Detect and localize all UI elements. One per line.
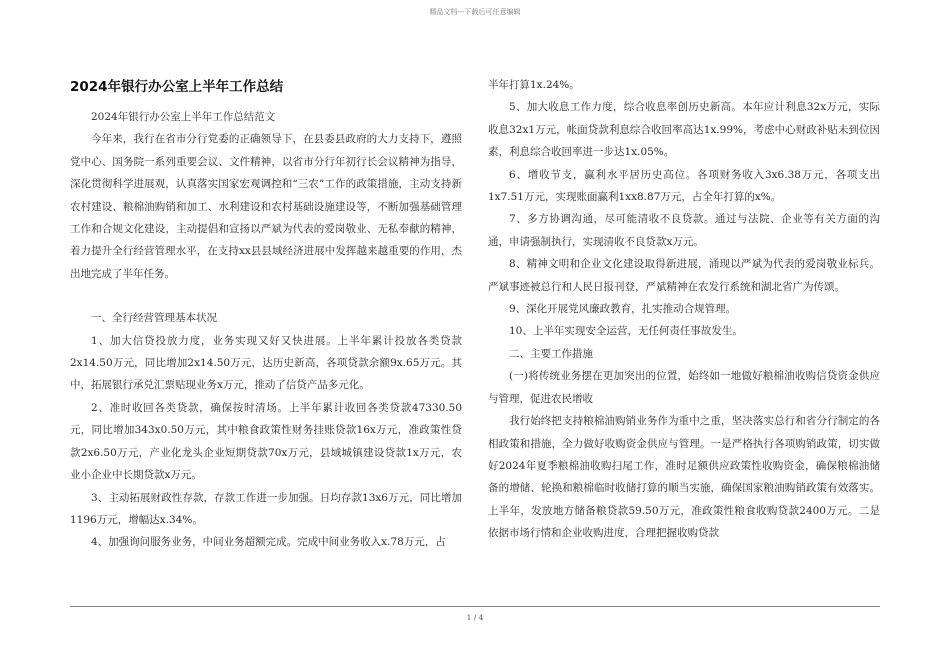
item-2: 2、准时收回各类贷款，确保按时清场。上半年累计收回各类贷款47330.50元，同比增加343x0.50万元，其中粮食政策性财务挂账贷款16x万元，准政策性贷款2x6.50万元，产业化龙头企业短期贷款70x万元，县域城镇建设贷款1x万元，农业小企业中长期贷款x万元。 xyxy=(70,401,462,482)
item-1: 1、加大信贷投放力度，业务实现又好又快进展。上半年累计投放各类贷款2x14.50万元，同比增加2x14.50万元，达历史新高，各项贷款余额9x.65万元。其中，拓展银行承兑汇票贴现业务x万元，推动了信贷产品多元化。 xyxy=(70,334,462,392)
item-7: 7、多方协调沟通，尽可能清收不良贷款。通过与法院、企业等有关方面的沟通，申请强制执行，实现清收不良贷款x万元。 xyxy=(488,213,880,248)
item-4: 4、加强询问服务业务，中间业务超额完成。完成中间业务收入x.78万元，占 xyxy=(91,536,446,549)
intro-paragraph: 今年来，我行在省市分行党委的正确领导下，在县委县政府的大力支持下，遵照党中心、国务院一系列重要会议、文件精神，以省市分行年初行长会议精神为指导，深化贯彻科学进展观，认真落实国家宏观调控和“三农”工作的政策措施，主动支持新农村建设、粮棉油购销和加工、水利建设和农村基础设施建设等，不断加强基础管理工作和合规文化建设，主动提倡和宣扬以严斌为代表的爱岗敬业、无私奉献的精神，着力提升全行经营管理水平，在支持xx县县域经济进展中发挥越来越重要的作用，杰出地完成了半年任务。 xyxy=(70,133,462,280)
subsection-1: (一)将传统业务摆在更加突出的位置，始终如一地做好粮棉油收购信贷资金供应与管理，促进农民增收 xyxy=(488,370,880,405)
section-heading-2: 二、主要工作措施 xyxy=(509,347,593,360)
section-heading-1: 一、全行经营管理基本状况 xyxy=(91,312,217,325)
right-column xyxy=(488,74,880,545)
item-3: 3、主动拓展财政性存款，存款工作进一步加强。日均存款13x6万元，同比增加1196万元，增幅达x.34%。 xyxy=(70,491,462,526)
paragraph-gap xyxy=(70,285,462,307)
item-6: 6、增收节支，赢利水平居历史高位。各项财务收入3x6.38万元，各项支出1x7.51万元，实现账面赢利1xx8.87万元，占全年打算的x%。 xyxy=(488,168,880,204)
header-note: 精品文档---下载后可任意编辑 xyxy=(429,8,521,16)
item-4-continued: 半年打算1x.24%。 xyxy=(488,79,580,91)
footer-divider xyxy=(70,606,880,607)
item-8: 8、精神文明和企业文化建设取得新进展，涌现以严斌为代表的爱岗敬业标兵。严斌事迹被总行和人民日报刊登，严斌精神在农发行系统和湖北省广为传颂。 xyxy=(488,258,880,293)
item-5: 5、加大收息工作力度，综合收息率创历史新高。本年应计利息32x万元，实际收息32x1万元，帐面贷款利息综合收回率高达1x.99%，考虑中心财政补贴未到位因素，利息综合收回率进一步达1x.05%。 xyxy=(488,101,880,159)
page-number: 1 / 4 xyxy=(466,613,484,622)
left-column xyxy=(70,72,462,554)
document-title: 2024年银行办公室上半年工作总结 xyxy=(70,79,284,95)
document-subtitle: 2024年银行办公室上半年工作总结范文 xyxy=(91,111,276,123)
measures-paragraph: 我行始终把支持粮棉油购销业务作为重中之重，坚决落实总行和省分行制定的各相政策和措施，全力做好收购资金供应与管理。一是严格执行各项购销政策，切实做好2024年夏季粮棉油收购扫尾工作，准时足额供应政策性收购资金，确保粮棉油储备的增储、轮换和粮棉临时收储打算的顺当实施，确保国家粮油购销政策有效落实。上半年，发放地方储备粮贷款59.50万元，准政策性粮食收购贷款2400万元。二是依据市场行情和企业收购进度，合理把握收购贷款 xyxy=(488,415,880,540)
item-10: 10、上半年实现安全运营，无任何责任事故发生。 xyxy=(509,325,743,338)
item-9: 9、深化开展党风廉政教育，扎实推动合规管理。 xyxy=(509,303,737,316)
